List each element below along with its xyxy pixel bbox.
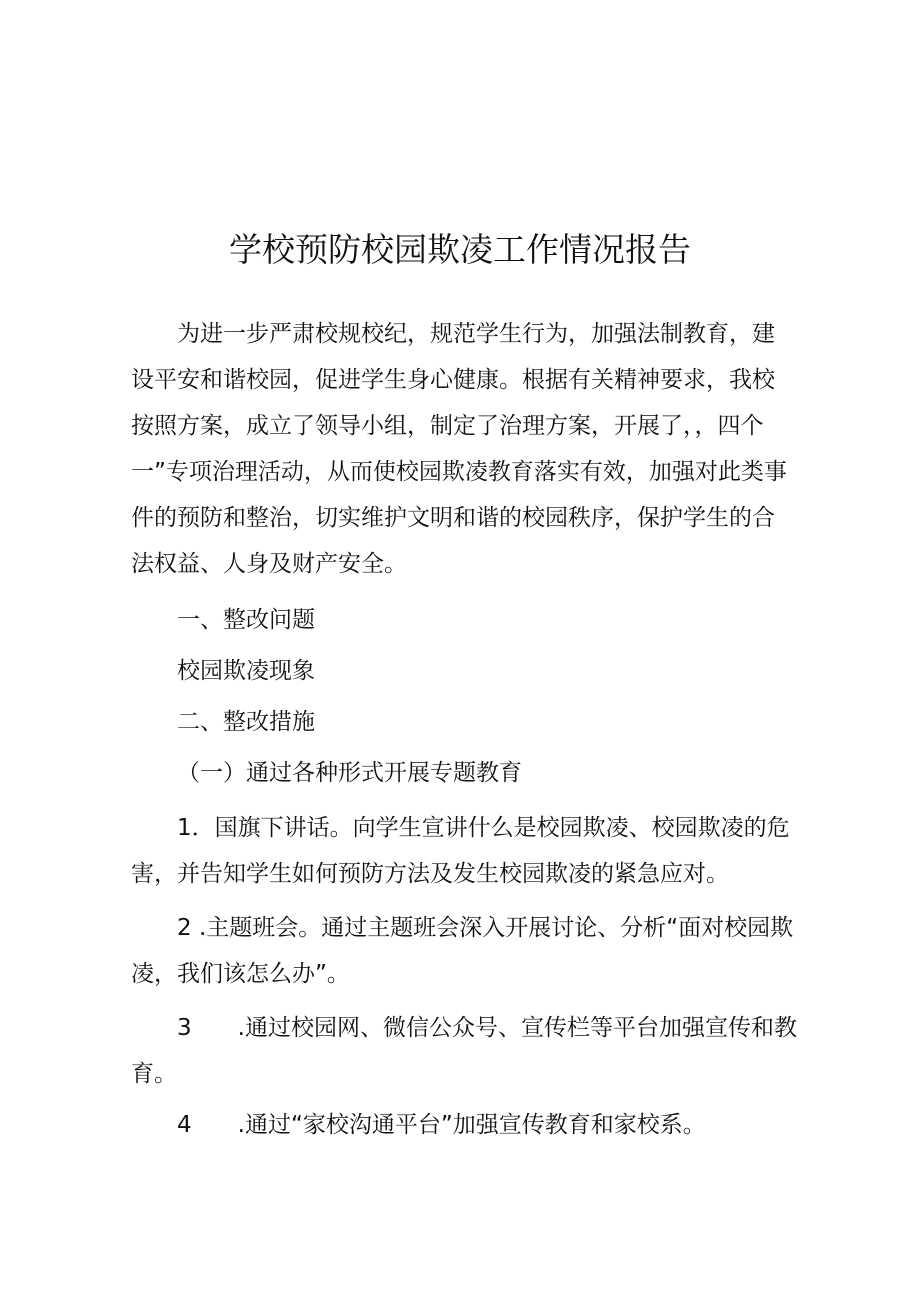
document-title: 学校预防校园欺凌工作情况报告 xyxy=(229,230,691,269)
list-item-2-text: .主题班会。通过主题班会深入开展讨论、分析“面对校园欺 xyxy=(198,915,794,941)
list-item-1-line2: 害，并告知学生如何预防方法及发生校园欺凌的紧急应对。 xyxy=(131,861,729,887)
list-item-4-line1 xyxy=(131,1102,833,1148)
list-item-1-number: 1 xyxy=(177,815,192,841)
list-item-4-text: .通过“家校沟通平台”加强宣传教育和家校系。 xyxy=(237,1112,706,1138)
section1-heading: 一、整改问题 xyxy=(177,607,315,633)
list-item-1-text: ．国旗下讲话。向学生宣讲什么是校园欺凌、校园欺凌的危 xyxy=(191,815,790,841)
subsection1-heading: （一）通过各种形式开展专题教育 xyxy=(177,760,522,786)
list-item-2-number: 2 xyxy=(177,915,192,941)
list-item-3-number: 3 xyxy=(177,1015,192,1041)
list-item-3-text: .通过校园网、微信公众号、宣传栏等平台加强宣传和教 xyxy=(237,1015,797,1041)
list-item-2-line1 xyxy=(131,905,833,951)
list-item-3-line1 xyxy=(131,1005,833,1051)
list-item-4-number: 4 xyxy=(177,1112,192,1138)
list-item-2-line2: 凌，我们该怎么办”。 xyxy=(131,961,350,987)
list-item-3-line2: 育。 xyxy=(131,1061,177,1087)
section2-heading: 二、整改措施 xyxy=(177,709,315,735)
intro-paragraph: 为进一步严肃校规校纪，规范学生行为，加强法制教育，建设平安和谐校园，促进学生身心健康。根据有关精神要求，我校按照方案，成立了领导小组，制定了治理方案，开展了，，四个一”专项治理活动，从而使校园欺凌教育落实有效，加强对此类事件的预防和整治，切实维护文明和谐的校园秩序，保护学生的合法权益、人身及财产安全。 xyxy=(131,321,787,577)
list-item-1-line1 xyxy=(131,805,833,851)
section1-content: 校园欺凌现象 xyxy=(177,658,315,684)
